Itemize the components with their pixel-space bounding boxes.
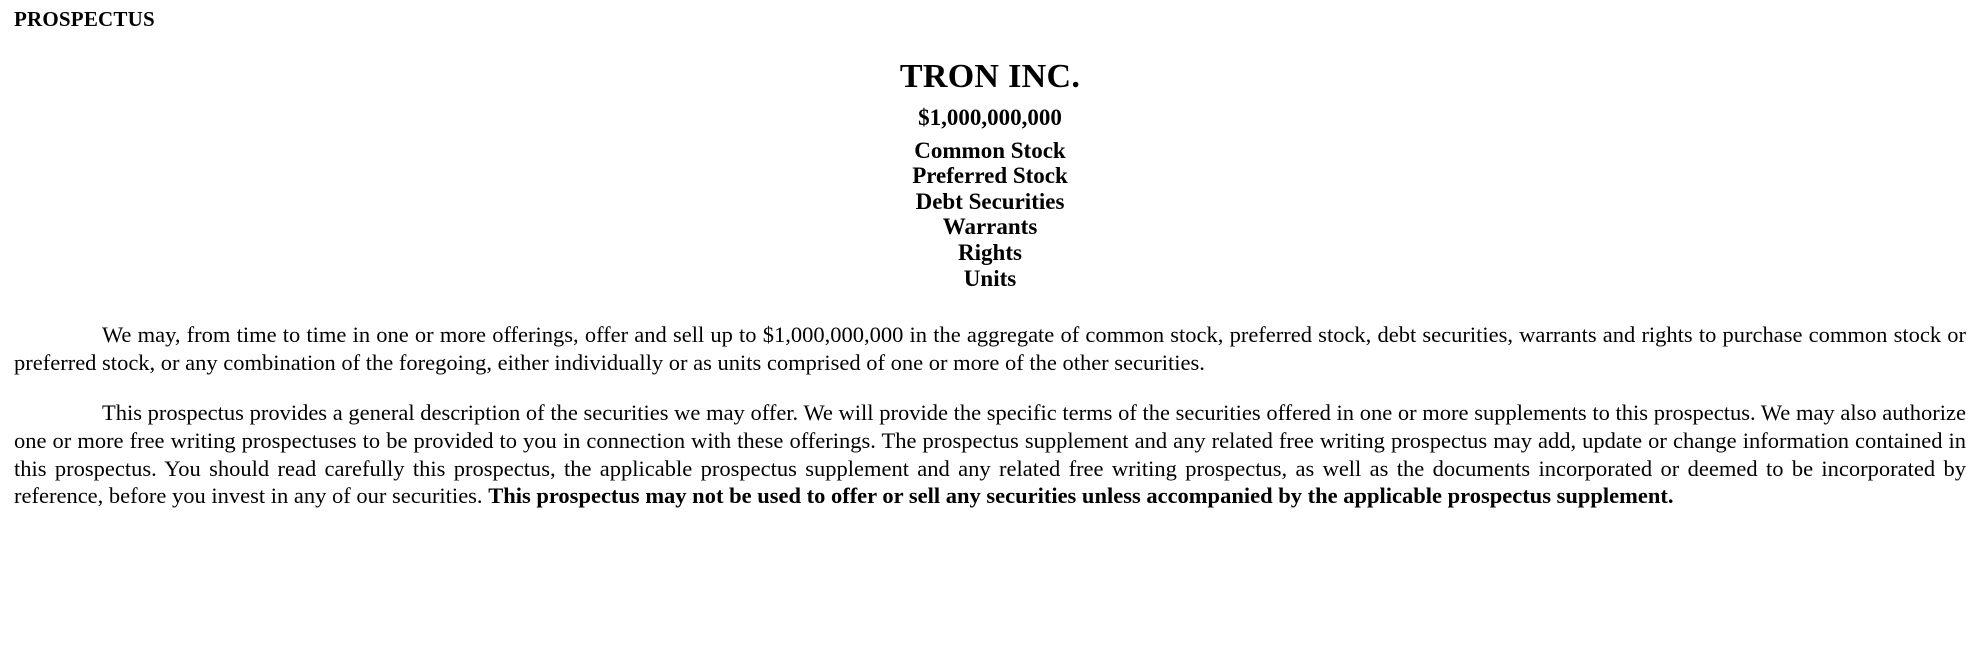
security-type-item: Common Stock xyxy=(914,137,1066,163)
offering-summary-paragraph: We may, from time to time in one or more offerings, offer and sell up to $1,000,000,000 in the aggregate of common stock, preferred stock, debt securities, warrants and rights to purchase common stock or preferred stock, or any combination of the foregoing, either individually or as units comprised of one or more of the other securities. xyxy=(14,322,1966,375)
security-type-item: Rights xyxy=(958,240,1022,266)
prospectus-body xyxy=(14,321,1966,509)
securities-list xyxy=(14,138,1966,292)
security-type-item: Warrants xyxy=(942,214,1038,240)
offering-title-block xyxy=(14,57,1966,291)
security-type-item: Preferred Stock xyxy=(912,163,1068,189)
prospectus-description-text: This prospectus provides a general description of the securities we may offer. We will provide the specific terms of the securities offered in one or more supplements to this prospectus. We may also authorize one or more free writing prospectuses to be provided to you in connection with these offerings. The prospectus supplement and any related free writing prospectus may add, update or change information contained in this prospectus. You should read carefully this prospectus, the applicable prospectus supplement and any related free writing prospectus, as well as the documents incorporated or deemed to be incorporated by reference, before you invest in any of our securities. xyxy=(14,400,1966,509)
company-name: TRON INC. xyxy=(899,58,1081,96)
security-type-item: Units xyxy=(963,265,1017,291)
prospectus-restriction-notice: This prospectus may not be used to offer or sell any securities unless accompanied by the applicable prospectus supplement. xyxy=(488,483,1674,509)
security-type-item: Debt Securities xyxy=(915,188,1065,214)
document-type-label: PROSPECTUS xyxy=(14,7,155,31)
offering-amount: $1,000,000,000 xyxy=(918,105,1062,131)
prospectus-description-paragraph xyxy=(14,399,1966,509)
